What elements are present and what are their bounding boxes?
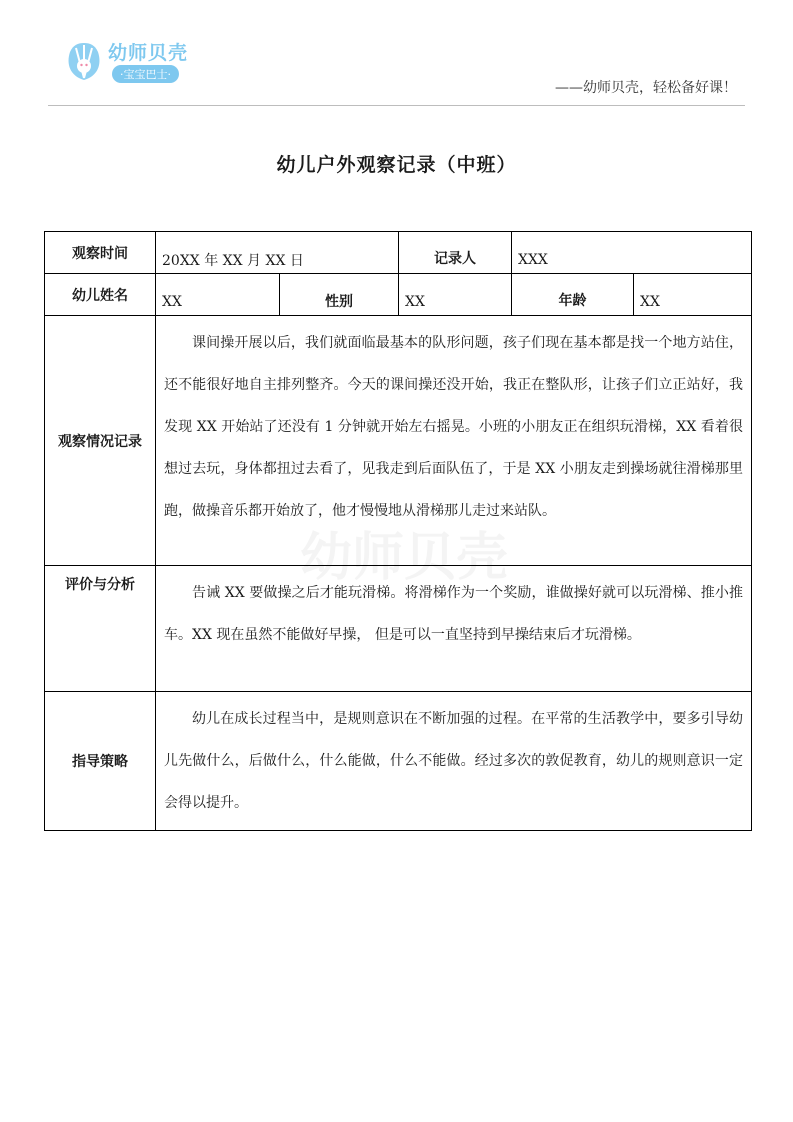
page-title: 幼儿户外观察记录（中班） [276,154,517,176]
time-value: 20XX 年 XX 月 XX 日 [156,232,399,274]
strategy-text: 幼儿在成长过程当中，是规则意识在不断加强的过程。在平常的生活教学中，要多引导幼儿先做什么，后做什么，什么能做，什么不能做。经过多次的敦促教育，幼儿的规则意识一定会得以提升。 [156,692,752,831]
strategy-label: 指导策略 [45,692,156,831]
name-label: 幼儿姓名 [45,274,156,316]
header-slogan: ——幼师贝壳，轻松备好课！ [555,80,737,96]
recorder-label: 记录人 [399,232,512,274]
observation-label: 观察情况记录 [45,316,156,566]
table-row [45,232,752,274]
brand-logo [64,38,204,88]
age-value: XX [634,274,752,316]
evaluation-text: 告诫 XX 要做操之后才能玩滑梯。将滑梯作为一个奖励，谁做操好就可以玩滑梯、推小推车。XX 现在虽然不能做好早操， 但是可以一直坚持到早操结束后才玩滑梯。 [156,566,752,692]
brand-subtitle: ·宝宝巴士· [112,65,179,83]
gender-label: 性别 [280,274,399,316]
gender-value: XX [399,274,512,316]
shell-logo-icon [64,40,104,84]
table-row [45,566,752,692]
evaluation-label: 评价与分析 [45,566,156,692]
brand-name: 幼师贝壳 [108,42,189,64]
header-divider [48,105,745,106]
observation-table [44,231,752,831]
name-value: XX [156,274,280,316]
time-label: 观察时间 [45,232,156,274]
age-label: 年龄 [512,274,634,316]
observation-text: 课间操开展以后，我们就面临最基本的队形问题，孩子们现在基本都是找一个地方站住，还不能很好地自主排列整齐。今天的课间操还没开始，我正在整队形，让孩子们立正站好，我发现 XX 开始站了还没有 1 分钟就开始左右摇晃。小班的小朋友正在组织玩滑梯，XX 看着很想过去玩，身体都扭过去看了，见我走到后面队伍了，于是 XX 小朋友走到操场就往滑梯那里跑，做操音乐都开始放了，他才慢慢地从滑梯那儿走过来站队。 [156,316,752,566]
table-row [45,692,752,831]
table-row [45,316,752,566]
recorder-value: XXX [512,232,752,274]
table-row [45,274,752,316]
